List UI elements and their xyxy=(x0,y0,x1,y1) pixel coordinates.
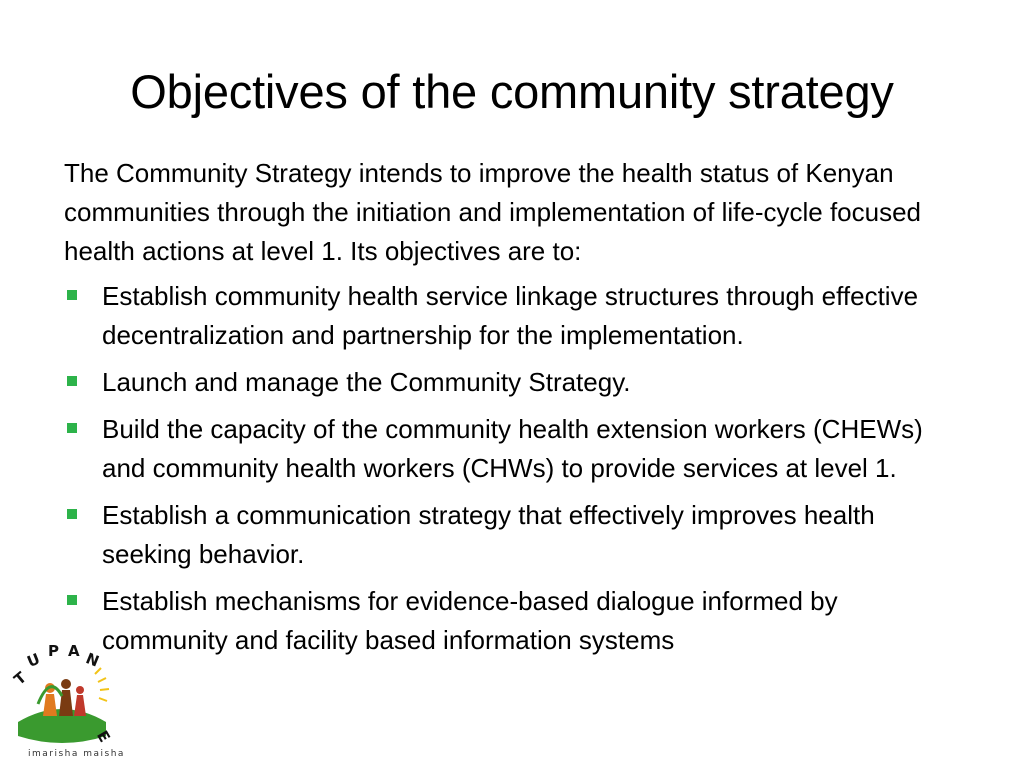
objective-text: Establish community health service linkage structures through effective decentralization and partnership for the implementation. xyxy=(102,281,919,350)
green-square-bullet-icon xyxy=(67,595,77,605)
green-square-bullet-icon xyxy=(67,423,77,433)
objective-item xyxy=(64,582,964,660)
green-square-bullet-icon xyxy=(67,376,77,386)
slide-body xyxy=(64,154,964,671)
objective-text: Establish mechanisms for evidence-based dialogue informed by community and facility based information systems xyxy=(102,586,838,655)
green-square-bullet-icon xyxy=(67,290,77,300)
logo-letter: P xyxy=(48,642,59,660)
objective-item xyxy=(64,410,964,488)
slide-title: Objectives of the community strategy xyxy=(130,65,894,118)
logo-letter: N xyxy=(83,649,102,671)
logo-letter: U xyxy=(24,649,43,671)
objectives-list xyxy=(64,277,964,660)
logo-letter: T xyxy=(10,668,30,689)
objective-text: Build the capacity of the community health extension workers (CHEWs) and community health workers (CHWs) to provide services at level 1. xyxy=(102,414,923,483)
logo-letter: A xyxy=(68,642,80,660)
objective-item xyxy=(64,363,964,402)
objective-item xyxy=(64,496,964,574)
sun-rays-icon xyxy=(95,668,109,701)
logo-letter: E xyxy=(93,727,114,746)
logo-tagline: imarisha maisha xyxy=(28,749,125,759)
people-figures-icon xyxy=(38,679,86,716)
intro-paragraph: The Community Strategy intends to improve the health status of Kenyan communities through the initiation and implementation of life-cycle focused health actions at level 1. Its objectives are to: xyxy=(64,158,922,266)
tupange-logo xyxy=(10,642,125,762)
objective-text: Launch and manage the Community Strategy. xyxy=(102,367,631,397)
objective-text: Establish a communication strategy that effectively improves health seeking behavior. xyxy=(102,500,875,569)
green-square-bullet-icon xyxy=(67,509,77,519)
objective-item xyxy=(64,277,964,355)
